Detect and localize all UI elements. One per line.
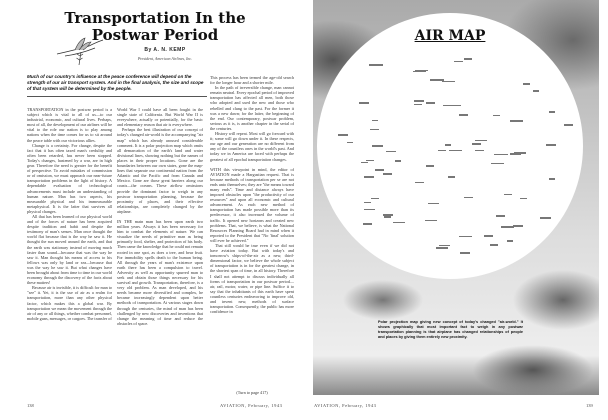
map-place-label [438, 150, 446, 152]
map-place-label [372, 145, 382, 147]
map-place-label [415, 182, 425, 184]
page-footer: AVIATION, February, 1943 [220, 403, 283, 408]
map-place-label [459, 114, 468, 116]
map-place-label [393, 222, 406, 224]
map-place-label [347, 142, 354, 144]
paragraph: World War I could have all been fought in the single state of California. But World War II is everywhere, actually or potentially, for the basic and elementary reason that air is everywhere. [117, 107, 203, 128]
map-place-label [484, 235, 494, 237]
map-place-label [364, 176, 374, 178]
map-place-label [540, 217, 551, 219]
map-place-label [414, 100, 423, 102]
sky-photo [313, 0, 599, 395]
map-place-label [436, 247, 448, 249]
paragraph: IN THE main man has been upon earth two million years. Always it has been necessary for him to combat the elements of nature. We can visualize the needs of primitive man as being primarily food, shelter, and protection of his body. Then came the knowledge that he could not remain rooted in one spot, as does a tree, and bear fruit. For immobility spells death to the human being. All through the years of man's existence upon earth there has been a compulsion to travel. Adversity as well as opportunity spurred man to seek and obtain those things necessary for his survival and growth. Transportation, therefore, is a very old problem. As man developed, and his needs became more diversified and complex, he became increasingly dependent upon better methods of transportation. At various stages down through the centuries, the mind of man has been challenged by new discoveries and inventions that change the meaning of time and reduce the obstacles of space. [117, 218, 203, 326]
map-place-label [426, 165, 435, 167]
map-place-label [520, 198, 527, 200]
map-place-label [383, 173, 392, 175]
map-place-label [549, 178, 556, 180]
continued-notice: (Turn to page 417) [236, 390, 268, 395]
dove-illustration-icon [55, 36, 105, 66]
article-deck: Much of our country's influence at the peace conference will depend on the strength of our air transport system. And in the final analysis, the size and scope of that system will be determined by the people. [27, 74, 204, 92]
map-place-label [475, 150, 484, 152]
map-place-label [494, 154, 508, 156]
paragraph: This process has been termed the age-old search for the longer hour and a shorter mile. [210, 75, 294, 86]
map-place-label [415, 70, 428, 72]
map-place-label [513, 225, 523, 227]
map-place-label [445, 144, 451, 146]
map-place-label [386, 151, 396, 153]
map-place-label [364, 202, 371, 204]
map-place-label [430, 79, 443, 81]
map-place-label [472, 143, 480, 145]
byline: By A. N. KEMP [144, 47, 186, 53]
map-place-label [510, 153, 520, 155]
map-place-label [496, 215, 504, 217]
column-3 [210, 75, 294, 397]
map-place-label [372, 120, 378, 122]
author-affiliation: President, American Airlines, Inc. [137, 56, 193, 61]
map-place-label [549, 111, 555, 113]
column-1 [27, 107, 112, 397]
map-place-label [384, 216, 391, 218]
map-place-label [359, 102, 369, 104]
map-place-label [375, 169, 384, 171]
paragraph: TRANSPORTATION in the postwar period is a subject which is vital to all of us—to our industrial, economic, and cultural lives. Perhaps, most of all, the development of our airlines will be vital to the role our nation is to play among nations when the time comes for us to sit around the peace table with our victorious allies. [27, 107, 112, 143]
paragraph: Perhaps the best illustration of our concept of today's changed air-world is the accompanying "air map" which has already aroused considerable comment. It is a polar projection map which omits all demarcation of the earth's land and water divisional lines, showing nothing but the names of places in their proper locations. Gone are the boundaries between our own states, gone the map-lines that separate our continental nation from the Atlantic and the Pacific and from Canada and Mexico. Gone are those great barriers along our coasts—the oceans. These airflow omissions provide the dominant factor to weigh in any postwar transportation planning, because the proximity of places, and their effective relationships, are completely changed by the airplane. [117, 127, 203, 214]
paragraph: Change is a certainty. For change, despite the fact that it has often taxed man's credulity and often been retarded, has never been stopped. Today's changes, hastened by a war, are in high gear. Therefore the need is greater for the benefit of perspective. To avoid mistakes of commission or of omission, we must approach our near-future transportation problems in the light of history. A dependable evaluation of technological advancements must include an understanding of human nature. Man has two aspects, his measurable physical and his immeasurable metaphysical. It is the latter that survives all physical changes. [27, 142, 112, 214]
map-caption: Polar projection map giving new concept of today's changed "air-world." It shows graphically that most important fact to weigh in any postwar transportation planning is that airplane has changed relationships of people and places by giving them entirely new proximity. [378, 320, 523, 339]
map-place-label [443, 105, 454, 107]
map-place-label [383, 214, 393, 216]
map-place-label [504, 194, 512, 196]
map-place-label [414, 104, 422, 106]
map-place-label [426, 102, 435, 104]
paragraph: All that has been learned of our physical world and of the forces of nature has been acquired despite tradition and habit and despite the testimony of man's senses. Man once thought the world flat because that is the way he saw it. He thought the sun moved around the earth, and that the earth was stationary instead of moving much faster than sound—because that was the way he saw it. Man thought his means of access to his fellows was only by land or sea—because that was the way he saw it. But what changes have been brought about from time to time in our world economy through the discovery of the facts about these matters! [27, 213, 112, 286]
map-place-label [523, 83, 530, 85]
map-title: AIR MAP [414, 28, 486, 44]
map-place-label [459, 236, 472, 238]
paragraph: That still would be true even if we did not have aviation today. But with today's and tomorrow's ships-of-the-air as a new, third-dimensional factor, we believe the whole subject of transportation is in for the greatest change, in the shortest span of time, in all history. Therefore I shall not attempt to discuss individually all forms of transportation in our postwar period—air, rail, motor, water, or pipe line. Suffice it to say that the inhabitants of this earth have spent countless centuries endeavoring to improve old, and invent new, methods of surface transportation. Consequently, the public has more confidence in [210, 243, 294, 315]
paragraph: In the path of irreversible change, man cannot remain neutral. Every epochal period of improved transportation has affected all men, both those who adopted and used the new and those who rebelled and clung to the past. For the former it was a new dawn; for the latter, the beginning of the end. Our contemporary, postwar problem, serious as it is, is another chapter in the serial of the centuries. [210, 85, 294, 131]
map-place-label [448, 176, 455, 178]
map-place-label [460, 252, 470, 254]
map-place-label [493, 115, 500, 117]
page-number: 138 [27, 403, 34, 408]
map-place-label [449, 150, 462, 152]
paragraph: Because air is invisible, it is difficult for man to "see" it. Yet, it is the use of air as a realm for transportation, more than any other physical factor, which makes this a global war. By transportation we mean the movement through the air of any or all things, whether combat personnel, mobile guns, messages, or cargoes. The transfer of [27, 285, 112, 321]
map-place-label [507, 240, 513, 242]
map-place-label [475, 140, 488, 142]
map-place-label [364, 209, 376, 211]
map-place-label [425, 220, 436, 222]
map-place-label [454, 61, 463, 63]
map-place-label [564, 124, 574, 126]
map-place-label [370, 129, 379, 131]
map-place-label [361, 162, 367, 164]
article-title: Transportation In the Postwar Period [64, 9, 246, 44]
map-place-label [338, 134, 348, 136]
divider [27, 96, 207, 97]
map-place-label [369, 64, 383, 66]
map-place-label [510, 120, 523, 122]
paragraph: WITH this viewpoint in mind, the editor of AVIATION made a Hargustian request. That is because methods of transportation per se are not ends unto themselves; they are "the means toward many ends". Time and distance always have imposed obstacles upon "the productivity of our resources" and upon all economic and cultural advancement. As each new method of transportation has made possible more than its predecessor, it also increased the volume of traffic. It opened new horizons and created new problems. That, we believe, is what the National Resources Planning Board had in mind when it reported to the President that "No 'final' solution will ever be achieved." [210, 166, 294, 243]
map-place-label [490, 244, 498, 246]
map-place-label [371, 198, 379, 200]
map-place-label [363, 223, 372, 225]
map-place-label [546, 144, 556, 146]
map-place-label [442, 81, 454, 83]
page-footer: AVIATION, February, 1943 [314, 403, 377, 408]
map-place-label [464, 197, 473, 199]
map-place-label [428, 203, 439, 205]
air-map [317, 13, 583, 279]
column-2 [117, 107, 203, 397]
paragraph: History will repeat. Most will go forward with it; some will go down under it. In these respects, our age and our generation are no different from any of the countless ones in the world's past. And today we in America are faced with perhaps the greatest of all epochal transportation changes. [210, 131, 294, 162]
map-place-label [491, 163, 504, 165]
right-page [304, 0, 608, 420]
map-place-label [533, 90, 539, 92]
map-place-label [366, 160, 374, 162]
page-number: 139 [586, 403, 593, 408]
map-place-label [395, 160, 402, 162]
map-place-label [464, 58, 473, 60]
